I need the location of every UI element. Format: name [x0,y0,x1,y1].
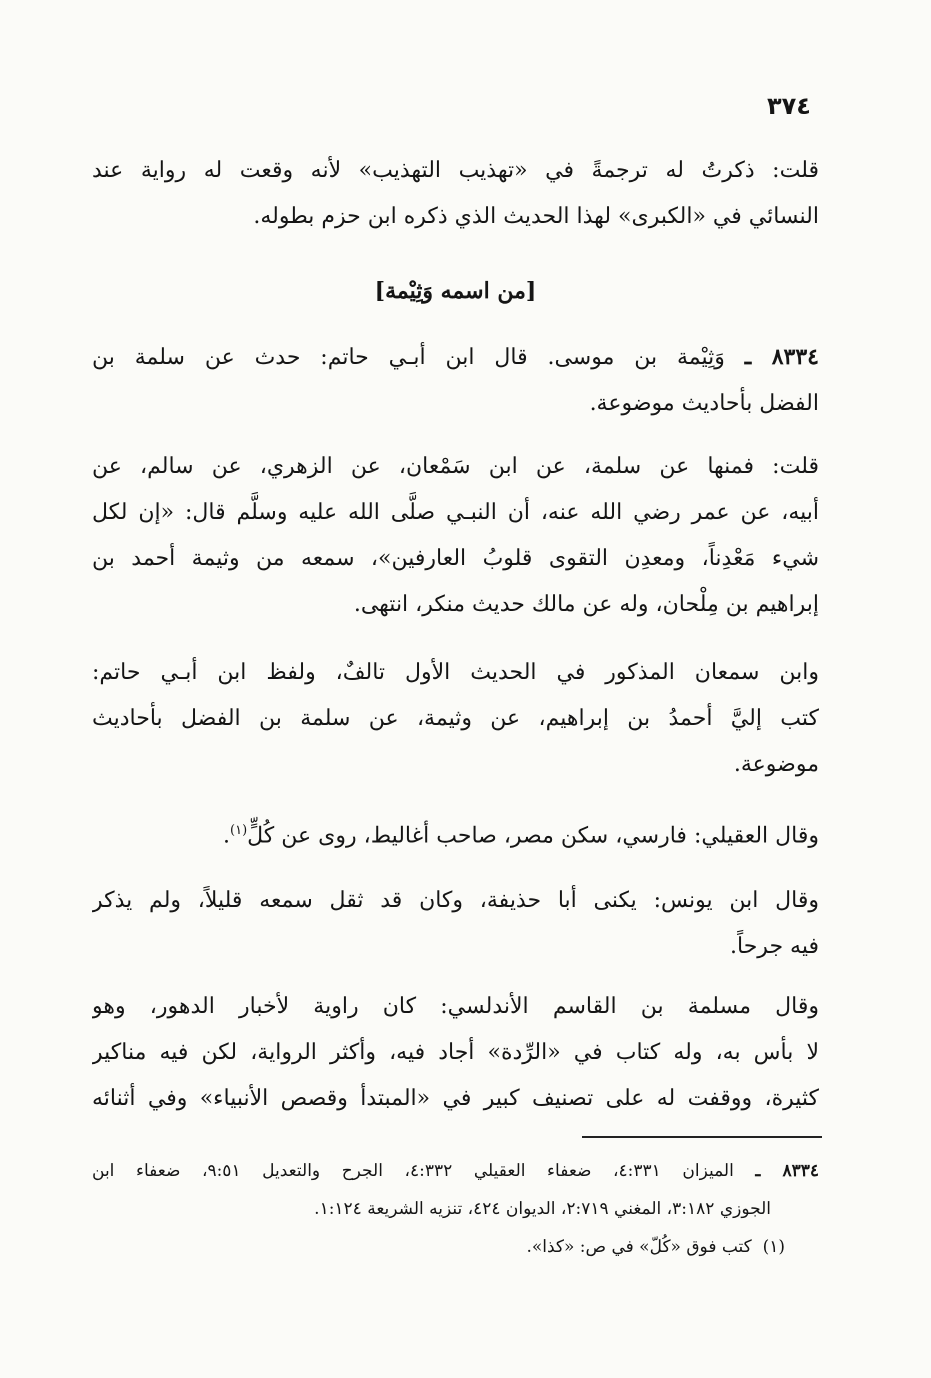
text-line: النسائي في «الكبرى» لهذا الحديث الذي ذكره ابن حزم بطوله. [253,204,819,229]
paragraph-text: وقال العقيلي: فارسي، سكن مصر، صاحب أغاليط، روى عن كُلٍّ [247,823,819,849]
text-line: وقال ابن يونس: يكنى أبا حذيفة، وكان قد ثقل سمعه قليلاً، ولم يذكر [92,888,819,913]
footnote-line: الجوزي ٣:١٨٢، المغني ٢:٧١٩، الديوان ٤٢٤، تنزيه الشريعة ١:١٢٤. [314,1199,771,1219]
paragraph-4 [92,808,819,859]
page-number: ٣٧٤ [767,92,811,120]
entry-number: ٨٣٣٤ ـ [744,344,819,370]
text-line: موضوعة. [733,752,819,777]
footnote-line [92,1152,819,1190]
footnote-marker: (١) [762,1237,785,1257]
text-line: شيء مَعْدِناً، ومعدِن التقوى قلوبُ العارفين»، سمعه من وثيمة أحمد بن [92,546,819,571]
intro-paragraph [92,148,819,240]
text-line: قلت: ذكرتُ له ترجمةً في «تهذيب التهذيب» لأنه وقعت له رواية عند [92,158,819,183]
paragraph-2 [92,444,819,628]
text-line: كتب إليَّ أحمدُ بن إبراهيم، عن وثيمة، عن سلمة بن الفضل بأحاديث [92,706,819,731]
entry-text: وَثِيْمة بن موسى. قال ابن أبـي حاتم: حدث عن سلمة بن [92,345,725,370]
paragraph-3 [92,650,819,788]
footnote-entry-text: الميزان ٤:٣٣١، ضعفاء العقيلي ٤:٣٣٢، الجرح والتعديل ٩:٥١، ضعفاء ابن [92,1161,734,1181]
text-line: وقال مسلمة بن القاسم الأندلسي: كان راوية لأخبار الدهور، وهو [92,994,819,1019]
text-line: إبراهيم بن مِلْحان، وله عن مالك حديث منكر، انتهى. [353,592,819,617]
text-line [92,334,819,381]
paragraph-5 [92,878,819,970]
paragraph-end: . [223,823,230,849]
text-line [92,808,819,859]
entry-8334 [92,334,819,427]
footnote-divider [582,1136,822,1138]
text-line: كثيرة، ووقفت له على تصنيف كبير في «المبتدأ وقصص الأنبياء» وفي أثنائه [92,1086,819,1111]
text-line: لا بأس به، وله كتاب في «الرِّدة» أجاد فيه، وأكثر الرواية، لكن فيه مناكير [92,1040,819,1065]
footnote-line [92,1228,819,1266]
text-line: وابن سمعان المذكور في الحديث الأول تالفٌ، ولفظ ابن أبـي حاتم: [92,660,819,685]
footnotes [92,1152,819,1266]
paragraph-6 [92,984,819,1122]
footnote-text: كتب فوق «كُلّ» في ص: «كذا». [526,1237,752,1257]
text-line: فيه جرحاً. [730,934,819,959]
text-line: الفضل بأحاديث موضوعة. [589,391,819,416]
text-line: أبيه، عن عمر رضي الله عنه، أن النبـي صلَّى الله عليه وسلَّم قال: «إن لكل [92,500,819,525]
footnote-marker: (١) [230,823,248,838]
section-heading: [من اسمه وَثِيْمة] [374,278,537,304]
footnote-entry-number: ٨٣٣٤ ـ [755,1161,819,1181]
text-line: قلت: فمنها عن سلمة، عن ابن سَمْعان، عن الزهري، عن سالم، عن [92,454,819,479]
